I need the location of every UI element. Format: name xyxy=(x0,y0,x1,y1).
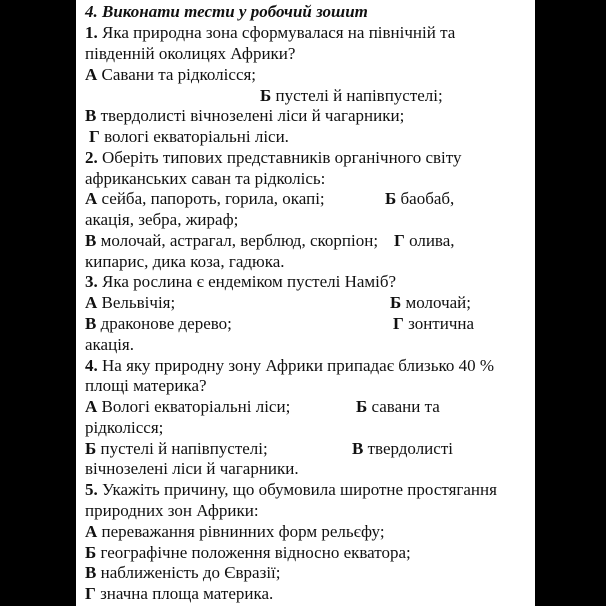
q2-option-a: А сейба, папороть, горила, окапі; xyxy=(85,189,325,208)
question-2-line-1: 2. Оберіть типових представників органічного світу xyxy=(85,148,462,167)
q4-option-a: А Вологі екваторіальні ліси; xyxy=(85,397,291,416)
question-number: 1. xyxy=(85,23,98,42)
question-2-line-2: африканських саван та рідколісь: xyxy=(85,169,326,188)
q4-option-v: Б пустелі й напівпустелі; xyxy=(85,439,268,458)
q2-option-g: Г олива, xyxy=(394,231,455,250)
q5-option-b: Б географічне положення відносно екватора; xyxy=(85,543,411,562)
question-number: 3. xyxy=(85,272,98,291)
q4-option-b-continued: рідколісся; xyxy=(85,418,164,437)
question-number: 5. xyxy=(85,480,98,499)
question-1-line-1: 1. Яка природна зона сформувалася на північній та xyxy=(85,23,456,42)
q5-option-a: А переважання рівнинних форм рельєфу; xyxy=(85,522,385,541)
question-3-line-1: 3. Яка рослина є ендеміком пустелі Наміб? xyxy=(85,272,397,291)
q3-option-g-continued: акація. xyxy=(85,335,134,354)
q3-option-v: В драконове дерево; xyxy=(85,314,232,333)
question-5-line-1: 5. Укажіть причину, що обумовила широтне простягання xyxy=(85,480,497,499)
worksheet-page xyxy=(76,0,535,606)
question-number: 2. xyxy=(85,148,98,167)
question-4-line-2: площі материка? xyxy=(85,376,207,395)
q2-option-b-continued: акація, зебра, жираф; xyxy=(85,210,239,229)
question-4-line-1: 4. На яку природну зону Африки припадає близько 40 % xyxy=(85,356,495,375)
q1-option-a: А Савани та рідколісся; xyxy=(85,65,257,84)
q2-option-b: Б баобаб, xyxy=(385,189,455,208)
question-number: 4. xyxy=(85,356,98,375)
q1-option-v: В твердолисті вічнозелені ліси й чагарники; xyxy=(85,106,405,125)
q1-option-g: Г вологі екваторіальні ліси. xyxy=(89,127,289,146)
q5-option-g: Г значна площа материка. xyxy=(85,584,274,603)
q3-option-a: А Вельвічія; xyxy=(85,293,176,312)
q4-option-b: Б савани та xyxy=(356,397,440,416)
question-1-line-2: південній околицях Африки? xyxy=(85,44,296,63)
q3-option-b: Б молочай; xyxy=(390,293,471,312)
q2-option-v: В молочай, астрагал, верблюд, скорпіон; xyxy=(85,231,379,250)
question-5-line-2: природних зон Африки: xyxy=(85,501,259,520)
q3-option-g: Г зонтична xyxy=(393,314,475,333)
q1-option-b: Б пустелі й напівпустелі; xyxy=(260,86,443,105)
q4-option-g: В твердолисті xyxy=(352,439,453,458)
q4-option-g-continued: вічнозелені ліси й чагарники. xyxy=(85,459,299,478)
worksheet-heading: 4. Виконати тести у робочий зошит xyxy=(85,2,368,21)
q2-option-g-continued: кипарис, дика коза, гадюка. xyxy=(85,252,285,271)
q5-option-v: В наближеність до Євразії; xyxy=(85,563,281,582)
